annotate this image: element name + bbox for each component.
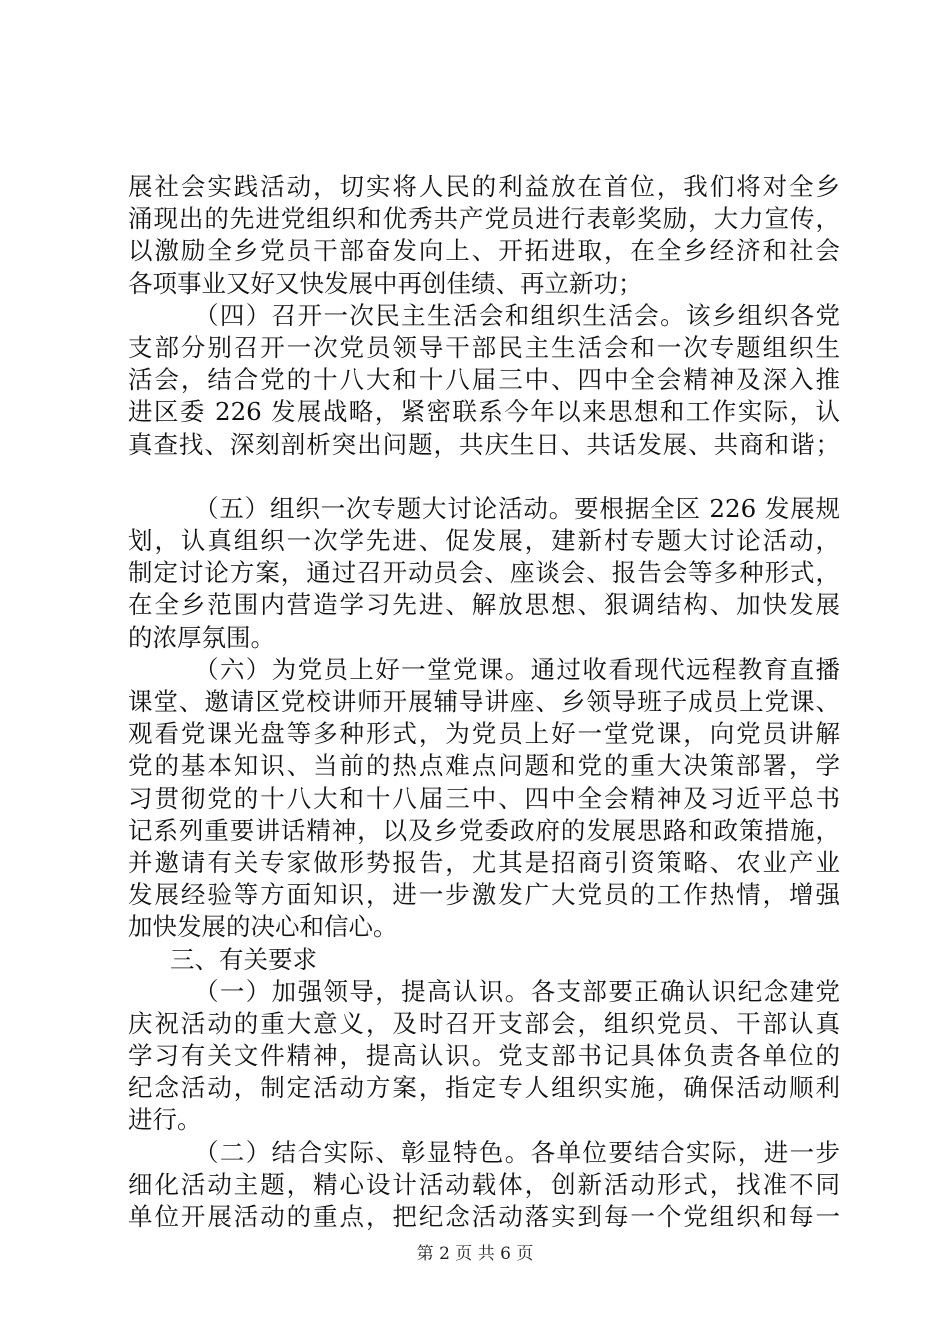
page-footer: 第 2 页 共 6 页 [416, 1244, 534, 1264]
text-line: （二）结合实际、彰显特色。各单位要结合实际，进一步 [194, 1137, 840, 1167]
text-line: 在全乡范围内营造学习先进、解放思想、狠调结构、加快发展 [128, 590, 840, 620]
text-line: 观看党课光盘等多种形式，为党员上好一堂党课，向党员讲解 [128, 719, 840, 749]
text-line: 活会，结合党的十八大和十八届三中、四中全会精神及深入推 [128, 365, 840, 395]
text-line: 制定讨论方案，通过召开动员会、座谈会、报告会等多种形式， [128, 558, 840, 588]
text-line: 习贯彻党的十八大和十八届三中、四中全会精神及习近平总书 [128, 783, 840, 813]
text-line: 的浓厚氛围。 [128, 622, 275, 652]
text-line: 各项事业又好又快发展中再创佳绩、再立新功； [128, 268, 643, 298]
text-line: 单位开展活动的重点，把纪念活动落实到每一个党组织和每一 [128, 1202, 840, 1231]
text-line: 党的基本知识、当前的热点难点问题和党的重大决策部署，学 [128, 751, 840, 781]
text-line: 庆祝活动的重大意义，及时召开支部会，组织党员、干部认真 [128, 1008, 840, 1038]
text-line: （六）为党员上好一堂党课。通过收看现代远程教育直播 [194, 654, 840, 684]
text-line: 课堂、邀请区党校讲师开展辅导讲座、乡领导班子成员上党课、 [128, 687, 840, 716]
text-line: 记系列重要讲话精神，以及乡党委政府的发展思路和政策措施， [128, 815, 840, 845]
text-line: （五）组织一次专题大讨论活动。要根据全区 226 发展规 [194, 493, 840, 523]
text-line: 进区委 226 发展战略，紧密联系今年以来思想和工作实际，认 [128, 397, 840, 427]
text-line: 学习有关文件精神，提高认识。党支部书记具体负责各单位的 [128, 1041, 840, 1071]
text-line: 支部分别召开一次党员领导干部民主生活会和一次专题组织生 [128, 332, 840, 362]
text-line: 并邀请有关专家做形势报告，尤其是招商引资策略、农业产业 [128, 847, 840, 877]
text-line: 涌现出的先进党组织和优秀共产党员进行表彰奖励，大力宣传， [128, 204, 840, 234]
document-body [128, 171, 840, 1233]
text-line: 细化活动主题，精心设计活动载体，创新活动形式，找准不同 [128, 1169, 840, 1199]
text-line: 发展经验等方面知识，进一步激发广大党员的工作热情，增强 [128, 880, 840, 910]
text-line: 三、有关要求 [170, 944, 317, 974]
text-line: 真查找、深刻剖析突出问题，共庆生日、共话发展、共商和谐； [128, 429, 840, 459]
text-line: 展社会实践活动，切实将人民的利益放在首位，我们将对全乡 [128, 172, 840, 201]
text-line: 加快发展的决心和信心。 [128, 912, 398, 942]
text-line: 纪念活动，制定活动方案，指定专人组织实施，确保活动顺利 [128, 1073, 840, 1103]
text-line: 进行。 [128, 1105, 202, 1135]
text-line: （四）召开一次民主生活会和组织生活会。该乡组织各党 [194, 300, 840, 330]
blank-line [128, 461, 840, 493]
text-line: 划，认真组织一次学先进、促发展，建新村专题大讨论活动， [128, 526, 840, 556]
text-line: （一）加强领导，提高认识。各支部要正确认识纪念建党 [194, 976, 840, 1006]
text-line: 以激励全乡党员干部奋发向上、开拓进取，在全乡经济和社会 [128, 236, 840, 266]
